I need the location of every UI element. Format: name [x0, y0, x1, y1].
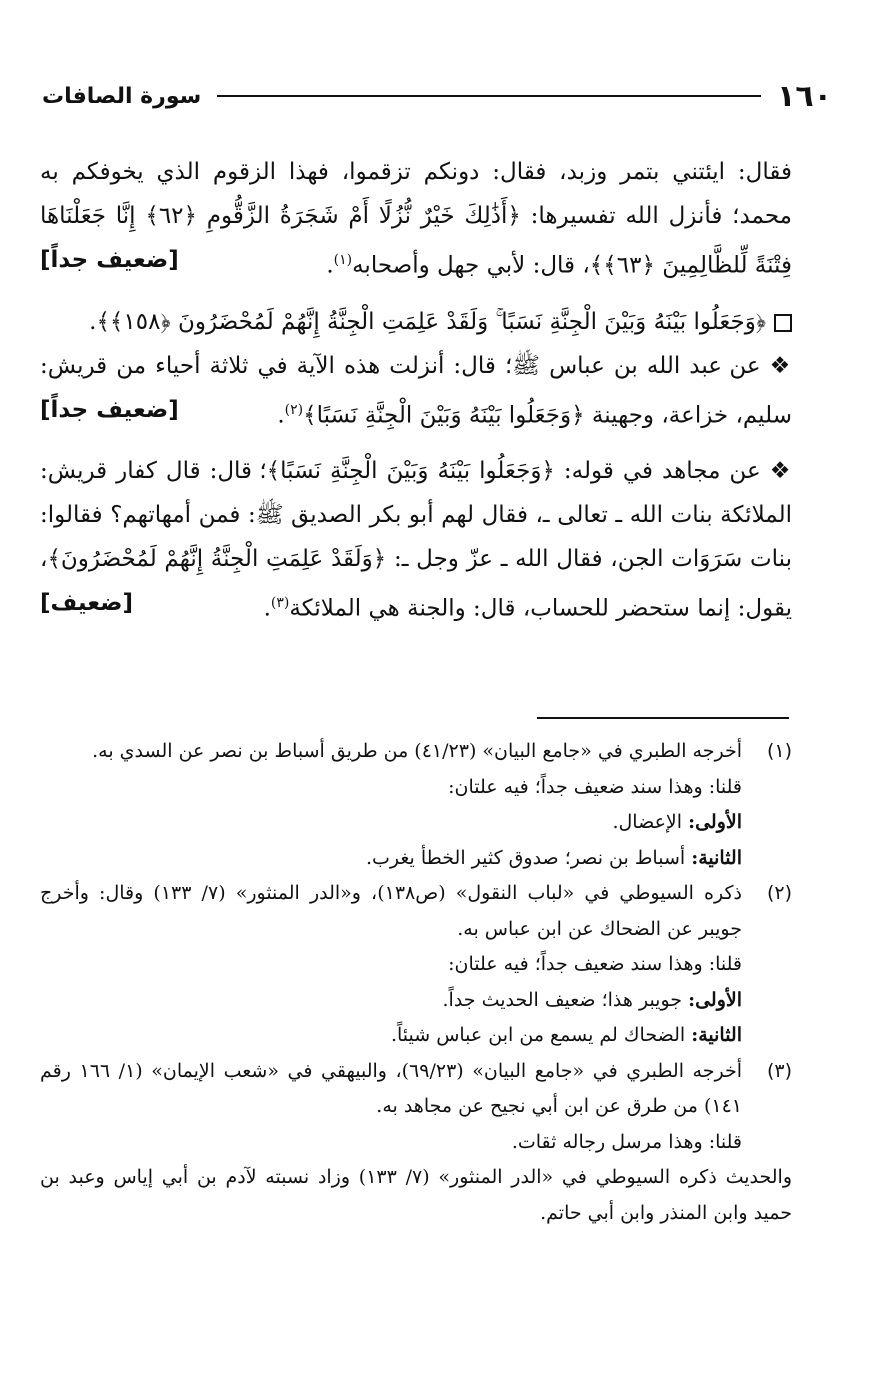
footnote-line: أخرجه الطبري في «جامع البيان» (٤١/٢٣) من طريق أسباط بن نصر عن السدي به. — [92, 740, 742, 762]
paragraph-3 — [40, 449, 792, 631]
footnote-ref-3: (٣) — [270, 595, 290, 612]
footnote-line: قلنا: وهذا سند ضعيف جداً؛ فيه علتان: — [448, 953, 742, 975]
page-header — [42, 76, 832, 116]
footnote-text: الضحاك لم يسمع من ابن عباس شيئاً. — [390, 1024, 692, 1046]
square-bullet-icon — [774, 314, 792, 332]
footnote-line — [40, 805, 742, 841]
footnote-label: الأولى: — [688, 811, 742, 833]
footnote-separator — [537, 717, 789, 719]
verse-heading-text: ﴿وَجَعَلُوا بَيْنَهُ وَبَيْنَ الْجِنَّةِ نَسَبًا ۚ وَلَقَدْ عَلِمَتِ الْجِنَّةُ إِنَّهُمْ لَمُحْضَرُونَ ﴿١٥٨﴾﴾ — [96, 308, 766, 335]
p3-dot: . — [263, 595, 271, 622]
p3-quran-verse-1: ﴿وَجَعَلُوا بَيْنَهُ وَبَيْنَ الْجِنَّةِ نَسَبًا﴾ — [266, 458, 555, 485]
p2-quran-verse: ﴿وَجَعَلُوا بَيْنَهُ وَبَيْنَ الْجِنَّةِ نَسَبًا﴾ — [303, 402, 585, 429]
footnote-text: جويبر هذا؛ ضعيف الحديث جداً. — [442, 988, 689, 1011]
footnote-line: قلنا: وهذا سند ضعيف جداً؛ فيه علتان: — [448, 775, 742, 798]
footnote-line — [40, 983, 742, 1019]
footnote-label: الثانية: — [691, 1024, 742, 1046]
footnote-body — [40, 876, 742, 1054]
paragraph-2 — [40, 344, 792, 438]
footnote-line — [40, 841, 742, 877]
page-number: ١٦٠ — [777, 78, 832, 114]
footnote-line: أخرجه الطبري في «جامع البيان» (٦٩/٢٣)، والبيهقي في «شعب الإيمان» (١/ ١٦٦ رقم ١٤١) من طرق عن ابن أبي نجيح عن مجاهد به. — [40, 1059, 742, 1117]
footnote-1 — [40, 734, 792, 876]
footnote-2 — [40, 876, 792, 1054]
p1-dot: . — [326, 252, 334, 279]
p1-text: فقال: ايئتني بتمر وزبد، فقال: دونكم تزقموا، فهذا الزقوم الذي يخوفكم به محمد؛ فأنزل الله تفسيرها: — [40, 159, 792, 229]
footnote-label: الأولى: — [688, 988, 742, 1011]
diamond-bullet-icon: ❖ — [769, 352, 793, 379]
grade-badge: [ضعيف] — [40, 590, 134, 617]
footnote-3 — [40, 1054, 792, 1161]
verse-heading-dot: . — [89, 308, 97, 335]
verse-heading — [40, 300, 792, 344]
diamond-bullet-icon: ❖ — [769, 458, 793, 485]
footnote-number: (٢) — [766, 882, 792, 904]
footnote-body — [40, 734, 742, 876]
footnote-label: الثانية: — [691, 846, 742, 869]
p3-text-3: ، يقول: إنما ستحضر للحساب، قال: والجنة هي الملائكة — [40, 546, 792, 622]
footnote-number: (٣) — [766, 1059, 792, 1082]
p3-text-2: ؛ قال: قال كفار قريش: الملائكة بنات الله ـ تعالى ـ، فقال لهم أبو بكر الصديق ﷺ: فمن أمهاتهم؟ فقالوا: بنات سَرَوَات الجن، فقال الله ـ عزّ وجل ـ: — [40, 458, 792, 573]
footnotes — [40, 734, 792, 1231]
footnote-body — [40, 1054, 742, 1161]
p2-text: عن عبد الله بن عباس ﷺ؛ قال: أنزلت هذه الآية في ثلاثة أحياء من قريش: سليم، خزاعة، وجهينة — [40, 352, 792, 429]
p3-quran-verse-2: ﴿وَلَقَدْ عَلِمَتِ الْجِنَّةُ إِنَّهُمْ لَمُحْضَرُونَ﴾ — [47, 546, 387, 573]
grade-badge: [ضعيف جداً] — [40, 396, 179, 423]
footnote-ref-2: (٢) — [284, 401, 304, 418]
footnote-ref-1: (١) — [333, 252, 353, 268]
footnote-text: أسباط بن نصر؛ صدوق كثير الخطأ يغرب. — [365, 846, 692, 869]
footnote-text: الإعضال. — [612, 811, 689, 833]
footnote-line: ذكره السيوطي في «لباب النقول» (ص١٣٨)، و«الدر المنثور» (٧/ ١٣٣) وقال: وأخرج جويبر عن الضحاك عن ابن عباس به. — [40, 882, 742, 940]
footnote-line: قلنا: وهذا مرسل رجاله ثقات. — [511, 1130, 742, 1153]
grade-badge: [ضعيف جداً] — [40, 247, 179, 273]
p2-dot: . — [277, 402, 285, 429]
footnote-continuation: والحديث ذكره السيوطي في «الدر المنثور» (٧/ ١٣٣) وزاد نسبته لآدم بن أبي إياس وعبد بن حميد وابن المنذر وابن أبي حاتم. — [40, 1166, 792, 1224]
header-rule — [217, 95, 761, 97]
p1-end: ، قال: لأبي جهل وأصحابه — [352, 252, 590, 279]
paragraph-1 — [40, 150, 792, 288]
footnote-number: (١) — [766, 740, 792, 762]
surah-name: سورة الصافات — [42, 83, 202, 109]
p1-quran-verse: ﴿أَذَٰلِكَ خَيْرٌ نُّزُلًا أَمْ شَجَرَةُ الزَّقُّومِ ﴿٦٢﴾ إِنَّا جَعَلْنَاهَا فِتْنَةً لِّلظَّالِمِينَ ﴿٦٣﴾﴾ — [40, 203, 792, 279]
footnote-line — [40, 1018, 742, 1054]
main-text — [40, 150, 792, 643]
p3-text-1: عن مجاهد في قوله: — [554, 458, 761, 485]
